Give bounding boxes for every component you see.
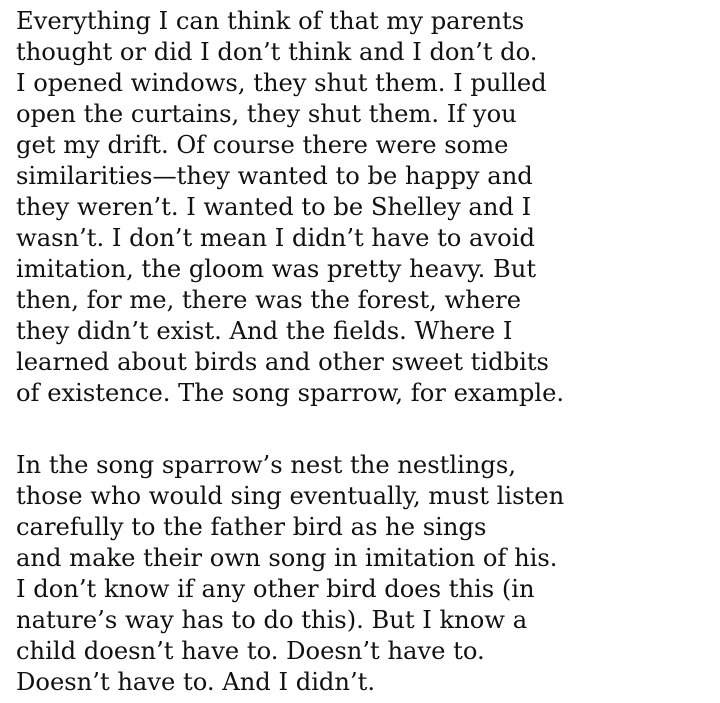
poem-line: learned about birds and other sweet tidbits — [16, 348, 549, 376]
poem-line: similarities—they wanted to be happy and — [16, 162, 533, 190]
poem-line: imitation, the gloom was pretty heavy. But — [16, 255, 537, 283]
poem-line: open the curtains, they shut them. If you — [16, 100, 517, 128]
poem-line: get my drift. Of course there were some — [16, 131, 509, 159]
poem-line: they didn’t exist. And the fields. Where I — [16, 317, 513, 345]
poem-line: wasn’t. I don’t mean I didn’t have to avoid — [16, 224, 535, 252]
poem-line: thought or did I don’t think and I don’t do. — [16, 38, 538, 66]
poem-line: and make their own song in imitation of his. — [16, 544, 558, 572]
poem-line: of existence. The song sparrow, for example. — [16, 379, 565, 407]
poem-line: they weren’t. I wanted to be Shelley and I — [16, 193, 532, 221]
poem-line: nature’s way has to do this). But I know a — [16, 606, 528, 634]
poem-line: Everything I can think of that my parents — [16, 7, 525, 35]
poem-line: carefully to the father bird as he sings — [16, 513, 487, 541]
poem-line: those who would sing eventually, must listen — [16, 482, 565, 510]
poem-line: In the song sparrow’s nest the nestlings, — [16, 451, 517, 479]
poem-text — [16, 6, 716, 698]
poem-line: child doesn’t have to. Doesn’t have to. — [16, 637, 485, 665]
stanza-1 — [16, 6, 716, 409]
poem-line: Doesn’t have to. And I didn’t. — [16, 668, 376, 696]
stanza-2 — [16, 450, 716, 698]
poem-line: I opened windows, they shut them. I pulled — [16, 69, 547, 97]
poem-line: then, for me, there was the forest, where — [16, 286, 522, 314]
poem-line: I don’t know if any other bird does this (in — [16, 575, 535, 603]
